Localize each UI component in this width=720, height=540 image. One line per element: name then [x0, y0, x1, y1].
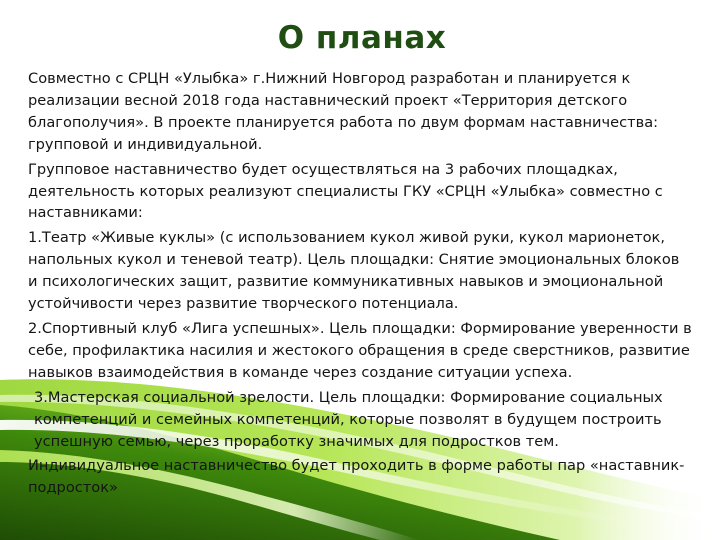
slide-body: [28, 68, 693, 502]
slide-title: О планах: [277, 20, 447, 56]
paragraph-intro: Совместно с СРЦН «Улыбка» г.Нижний Новгород разработан и планируется к реализации весной 2018 года наставнический проект «Территория детского благополучия». В проекте планируется работа по двум формам наставничества: групповой и индивидуальной.: [28, 70, 659, 153]
paragraph-workshop: 3.Мастерская социальной зрелости. Цель площадки: Формирование социальных компетенций и семейных компетенций, которые позволят в будущем построить успешную семью, через проработку значимых для подростков тем.: [34, 388, 663, 450]
paragraph-sports-club: 2.Спортивный клуб «Лига успешных». Цель площадки: Формирование уверенности в себе, профилактика насилия и жестокого обращения в среде сверстников, развитие навыков взаимодействия в команде через создание ситуации успеха.: [28, 319, 692, 381]
paragraph-group-mentoring: Групповое наставничество будет осуществляться на 3 рабочих площадках, деятельность которых реализуют специалисты ГКУ «СРЦН «Улыбка» совместно с наставниками:: [28, 160, 663, 222]
paragraph-theatre: 1.Театр «Живые куклы» (с использованием кукол живой руки, кукол марионеток, напольных кукол и теневой театр). Цель площадки: Снятие эмоциональных блоков и психологических защит, развитие коммуникативных навыков и эмоциональной устойчивости через развитие творческого потенциала.: [28, 229, 680, 313]
paragraph-individual-mentoring: Индивидуальное наставничество будет проходить в форме работы пар «наставник-подросток»: [28, 457, 685, 497]
